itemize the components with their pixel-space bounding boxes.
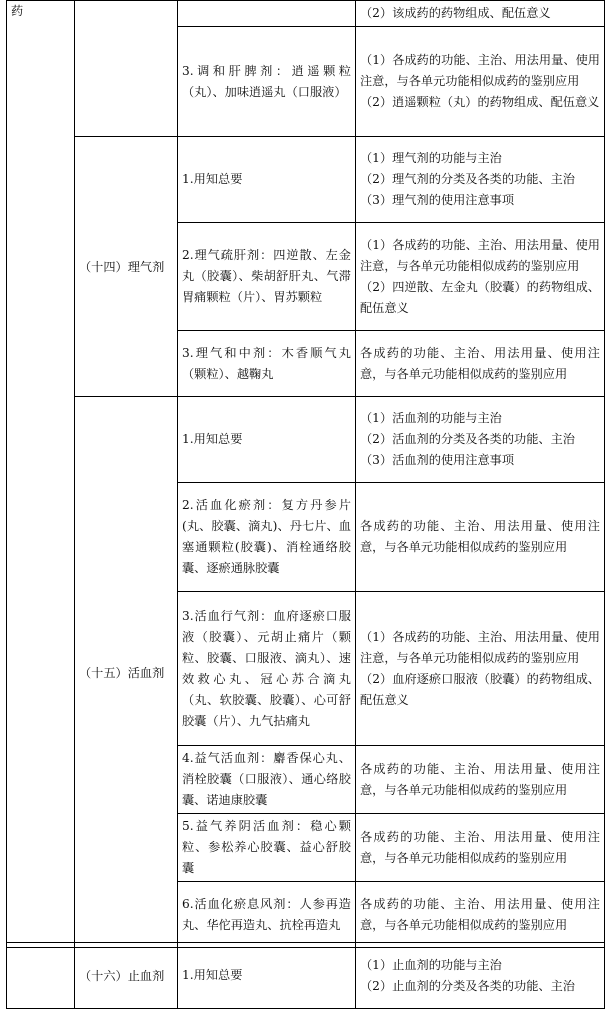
topic-cell: 3.调和肝脾剂：逍遥颗粒（丸）、加味逍遥丸（口服液） — [178, 27, 356, 137]
requirement-cell — [356, 397, 605, 483]
requirement-line: （2）逍遥颗粒（丸）的药物组成、配伍意义 — [360, 95, 600, 109]
requirement-line: （1）理气剂的功能与主治 — [360, 151, 502, 165]
topic-cell: 6.活血化瘀息风剂：人参再造丸、华佗再造丸、抗栓再造丸 — [178, 882, 356, 948]
table-row — [7, 943, 605, 1009]
requirement-line: （3）理气剂的使用注意事项 — [360, 193, 515, 207]
topic-cell: 2.活血化瘀剂：复方丹参片(丸、胶囊、滴丸)、丹七片、血塞通颗粒(胶囊)、消栓通络胶囊、逐瘀通脉胶囊 — [178, 483, 356, 592]
topic-cell: 4.益气活血剂：麝香保心丸、消栓胶囊（口服液）、通心络胶囊、诺迪康胶囊 — [178, 746, 356, 814]
requirement-line: （1）活血剂的功能与主治 — [360, 411, 502, 425]
syllabus-table-tail — [6, 942, 605, 1009]
requirement-line: 各成药的功能、主治、用法用量、使用注意，与各单元功能相似成药的鉴别应用 — [360, 761, 600, 797]
requirement-cell — [356, 882, 605, 948]
requirement-line: （3）活血剂的使用注意事项 — [360, 453, 515, 467]
topic-cell — [178, 1, 356, 27]
requirement-cell — [356, 483, 605, 592]
syllabus-table — [6, 0, 605, 948]
requirement-line: 各成药的功能、主治、用法用量、使用注意，与各单元功能相似成药的鉴别应用 — [360, 829, 600, 865]
topic-cell: 3.理气和中剂：木香顺气丸（颗粒）、越鞠丸 — [178, 331, 356, 397]
requirement-line: （1）止血剂的功能与主治 — [360, 957, 502, 972]
section-14-name: （十四）理气剂 — [75, 137, 178, 397]
requirement-cell — [356, 331, 605, 397]
top-category-cell — [7, 943, 75, 1009]
table-row — [7, 1, 605, 27]
requirement-line: （1）各成药的功能、主治、用法用量、使用注意，与各单元功能相似成药的鉴别应用 — [360, 53, 600, 88]
requirement-line: （1）各成药的功能、主治、用法用量、使用注意，与各单元功能相似成药的鉴别应用 — [360, 237, 600, 273]
topic-cell: 2.理气疏肝剂：四逆散、左金丸（胶囊）、柴胡舒肝丸、气滞胃痛颗粒（片）、胃苏颗粒 — [178, 223, 356, 331]
topic-cell: 1.用知总要 — [178, 397, 356, 483]
requirement-cell — [356, 746, 605, 814]
requirement-line: 各成药的功能、主治、用法用量、使用注意，与各单元功能相似成药的鉴别应用 — [360, 896, 600, 932]
requirement-line: （2）该成药的药物组成、配伍意义 — [360, 6, 551, 20]
top-category-cell — [7, 1, 75, 948]
top-category-label: 药 — [11, 4, 24, 18]
table-row — [7, 397, 605, 483]
requirement-line: （2）理气剂的分类及各类的功能、主治 — [360, 172, 575, 186]
section-15-name: （十五）活血剂 — [75, 397, 178, 948]
section-16-name: （十六）止血剂 — [75, 943, 178, 1009]
table-row — [7, 137, 605, 223]
requirement-cell — [356, 1, 605, 27]
unit-cell — [75, 1, 178, 137]
requirement-cell — [356, 223, 605, 331]
topic-cell: 1.用知总要 — [178, 137, 356, 223]
requirement-cell — [356, 943, 605, 1009]
requirement-cell — [356, 814, 605, 882]
requirement-cell — [356, 137, 605, 223]
topic-cell: 1.用知总要 — [178, 943, 356, 1009]
requirement-line: （2）活血剂的分类及各类的功能、主治 — [360, 432, 575, 446]
requirement-line: 各成药的功能、主治、用法用量、使用注意，与各单元功能相似成药的鉴别应用 — [360, 519, 600, 554]
requirement-line: （2）止血剂的分类及各类的功能、主治 — [360, 978, 575, 993]
requirement-line: （1）各成药的功能、主治、用法用量、使用注意，与各单元功能相似成药的鉴别应用 — [360, 629, 600, 665]
requirement-line: （2）血府逐瘀口服液（胶囊）的药物组成、配伍意义 — [360, 671, 600, 707]
requirement-line: 各成药的功能、主治、用法用量、使用注意，与各单元功能相似成药的鉴别应用 — [360, 345, 600, 381]
topic-cell: 3.活血行气剂：血府逐瘀口服液（胶囊）、元胡止痛片（颗粒、胶囊、口服液、滴丸）、速效救心丸、冠心苏合滴丸（丸、软胶囊、胶囊）、心可舒胶囊（片）、九气拈痛丸 — [178, 592, 356, 746]
requirement-cell — [356, 592, 605, 746]
requirement-line: （2）四逆散、左金丸（胶囊）的药物组成、配伍意义 — [360, 279, 600, 315]
requirement-cell — [356, 27, 605, 137]
topic-cell: 5.益气养阴活血剂：稳心颗粒、参松养心胶囊、益心舒胶囊 — [178, 814, 356, 882]
